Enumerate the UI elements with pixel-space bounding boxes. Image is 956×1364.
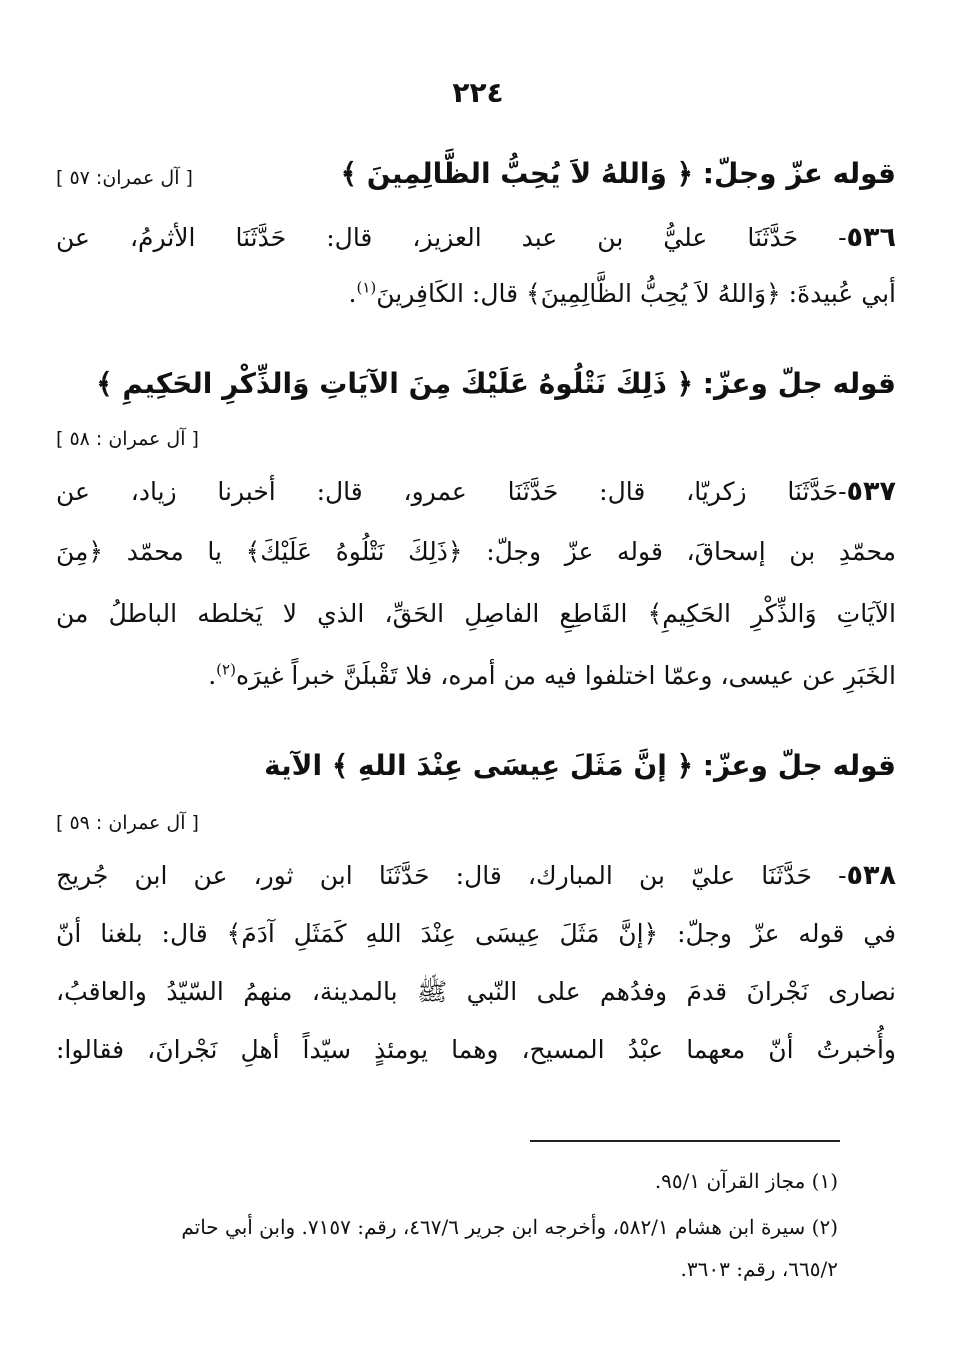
- hadith-538-line-3: نصارى نَجْرانَ قدمَ وفدُهم على النّبي ﷺ بالمدينة، منهمُ السّيّدُ والعاقبُ،: [56, 977, 896, 1006]
- verse-reference-2: [ آل عمران : ٥٨ ]: [56, 428, 199, 450]
- footnote-divider: [530, 1140, 840, 1142]
- hadith-537-text-1: -حَدَّثَنَا زكريّا، قال: حَدَّثَنَا عمرو، قال: أخبرنا زياد، عن: [56, 477, 847, 506]
- section-heading-2: قوله جلّ وعزّ: ﴿ ذَلِكَ نَتْلُوهُ عَلَيْكَ مِنَ الآيَاتِ وَالذِّكْرِ الحَكِيمِ ﴾: [96, 367, 896, 400]
- hadith-536-end: .: [348, 279, 357, 308]
- hadith-537-line-1: [56, 472, 896, 512]
- hadith-536-line-2: [56, 274, 896, 314]
- hadith-536-text-1: - حَدَّثَنَا عليُّ بن عبد العزيز، قال: حَدَّثَنَا الأثرمُ، عن: [56, 223, 847, 252]
- footnote-2-line-2: ٦٦٥/٢، رقم: ٣٦٠٣.: [680, 1257, 838, 1281]
- hadith-538-text-1: - حَدَّثَنَا عليّ بن المبارك، قال: حَدَّثَنَا ابن ثور، عن ابن جُريج: [56, 861, 847, 890]
- hadith-537-end: .: [208, 661, 217, 690]
- verse-reference-3: [ آل عمران : ٥٩ ]: [56, 812, 199, 834]
- verse-reference-1: [ آل عمران: ٥٧ ]: [56, 167, 193, 189]
- footnote-2-line-1: (٢) سيرة ابن هشام ٥٨٢/١، وأخرجه ابن جرير ٤٦٧/٦، رقم: ٧١٥٧. وابن أبي حاتم: [181, 1215, 838, 1239]
- section-heading-1: قوله عزّ وجلّ: ﴿ وَاللهُ لاَ يُحِبُّ الظَّالِمِينَ ﴾: [340, 157, 896, 190]
- hadith-536-text-2: أبي عُبيدةَ: ﴿وَاللهُ لاَ يُحِبُّ الظَّالِمِينَ﴾ قال: الكَافِرينَ: [376, 279, 896, 308]
- page-number: ٢٢٤: [452, 76, 504, 109]
- hadith-537-text-4: الخَبَرِ عن عيسى، وعمّا اختلفوا فيه من أمره، فلا تَقْبلَنَّ خبراً غيرَه: [235, 661, 896, 690]
- hadith-537-line-3: الآيَاتِ وَالذِّكْرِ الحَكِيمِ﴾ القَاطِعِ الفاصِلِ الحَقِّ، الذي لا يَخلطه الباطلُ من: [56, 599, 896, 628]
- hadith-number-536: ٥٣٦: [846, 222, 896, 253]
- hadith-537-line-2: محمّدِ بن إسحاقَ، قوله عزّ وجلّ: ﴿ذَلِكَ نَتْلُوهُ عَلَيْكَ﴾ يا محمّد ﴿مِنَ: [56, 537, 896, 566]
- hadith-537-line-4: [56, 656, 896, 696]
- hadith-number-538: ٥٣٨: [846, 860, 896, 891]
- footnote-mark-1: (١): [356, 278, 377, 297]
- footnote-mark-2: (٢): [216, 660, 236, 679]
- hadith-number-537: ٥٣٧: [846, 476, 896, 507]
- footnote-1: (١) مجاز القرآن ٩٥/١.: [654, 1169, 838, 1193]
- hadith-538-line-2: في قوله عزّ وجلّ: ﴿إنَّ مَثَلَ عِيسَى عِنْدَ اللهِ كَمَثَلِ آدَمَ﴾ قال: بلغنا أنّ: [56, 919, 896, 948]
- hadith-536-line-1: [56, 218, 896, 258]
- hadith-538-line-4: وأُخبرتُ أنّ معهما عبْدُ المسيح، وهما يومئذٍ سيّداً أهلِ نَجْرانَ، فقالوا:: [56, 1035, 896, 1064]
- hadith-538-line-1: [56, 856, 896, 896]
- section-heading-3: قوله جلّ وعزّ: ﴿ إنَّ مَثَلَ عِيسَى عِنْدَ اللهِ ﴾ الآية: [264, 749, 896, 782]
